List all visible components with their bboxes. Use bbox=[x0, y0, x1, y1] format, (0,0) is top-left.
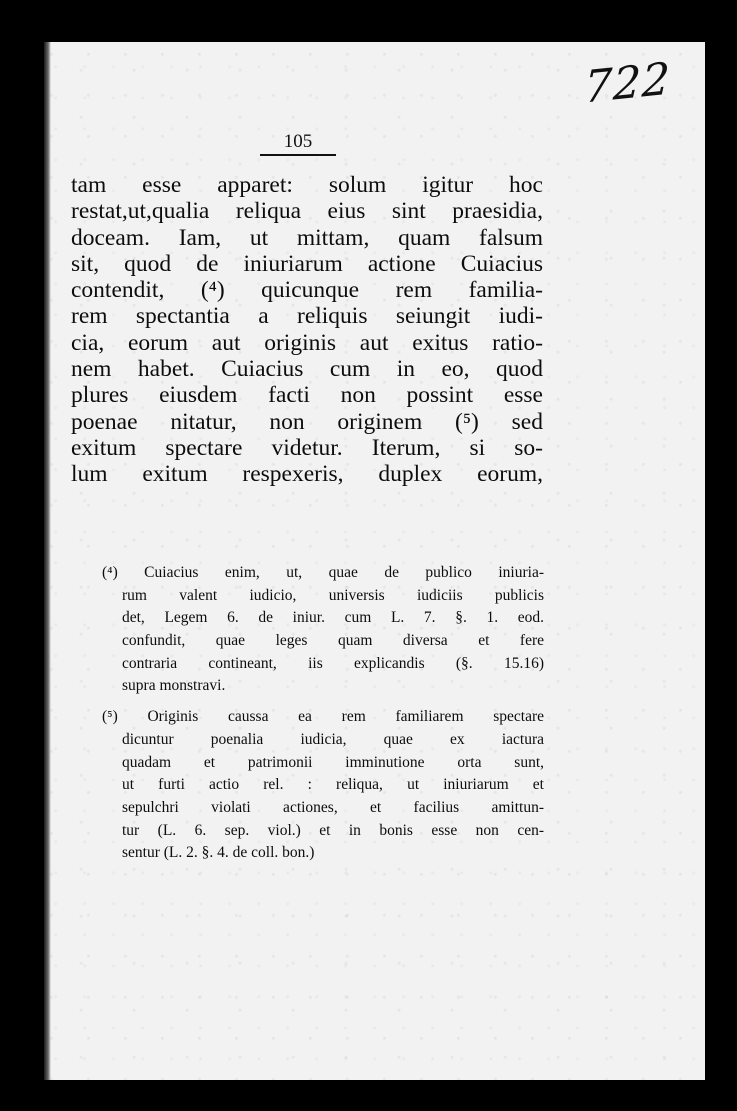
page-number: 105 bbox=[260, 130, 336, 156]
footnote-line: (⁴) Cuiacius enim, ut, quae de publico iniuria- bbox=[102, 564, 544, 581]
text-line: plures eiusdem facti non possint esse bbox=[71, 382, 543, 409]
text-line: poenae nitatur, non originem (⁵) sed bbox=[71, 408, 543, 435]
book-page bbox=[44, 42, 705, 1080]
text-line: lum exitum respexeris, duplex eorum, bbox=[71, 461, 543, 488]
footnote-line: dicuntur poenalia iudicia, quae ex iactura bbox=[122, 730, 544, 748]
footnote-4 bbox=[102, 562, 544, 698]
footnote-line: det, Legem 6. de iniur. cum L. 7. §. 1. eod. bbox=[122, 609, 544, 627]
footnote-line: rum valent iudicio, universis iudiciis publicis bbox=[122, 586, 544, 604]
footnote-line: ut furti actio rel. : reliqua, ut iniuriarum et bbox=[122, 776, 544, 794]
text-line: contendit, (⁴) quicunque rem familia- bbox=[71, 277, 543, 304]
text-line: tam esse apparet: solum igitur hoc bbox=[71, 172, 543, 198]
footnote-line: confundit, quae leges quam diversa et fere bbox=[122, 632, 544, 650]
text-line: nem habet. Cuiacius cum in eo, quod bbox=[71, 356, 543, 383]
handwritten-folio-number: 722 bbox=[583, 53, 672, 114]
text-line: cia, eorum aut originis aut exitus ratio- bbox=[71, 329, 543, 356]
text-line: restat,ut,qualia reliqua eius sint praesidia, bbox=[71, 198, 543, 225]
footnote-line: sentur (L. 2. §. 4. de coll. bon.) bbox=[122, 844, 315, 862]
text-line: sit, quod de iniuriarum actione Cuiacius bbox=[71, 250, 543, 277]
footnotes bbox=[102, 562, 544, 873]
footnote-5 bbox=[102, 706, 544, 865]
text-line: exitum spectare videtur. Iterum, si so- bbox=[71, 434, 543, 461]
text-line: doceam. Iam, ut mittam, quam falsum bbox=[71, 224, 543, 251]
footnote-line: quadam et patrimonii imminutione orta sunt, bbox=[122, 753, 544, 771]
footnote-line: (⁵) Originis caussa ea rem familiarem spectare bbox=[102, 708, 544, 726]
footnote-line: supra monstravi. bbox=[122, 677, 226, 695]
page-spine-shadow bbox=[44, 42, 51, 1080]
footnote-line: contraria contineant, iis explicandis (§. 15.16) bbox=[122, 654, 544, 672]
main-text bbox=[71, 172, 543, 488]
text-line: rem spectantia a reliquis seiungit iudi- bbox=[71, 303, 543, 330]
footnote-line: sepulchri violati actiones, et facilius amittun- bbox=[122, 798, 544, 816]
footnote-line: tur (L. 6. sep. viol.) et in bonis esse non cen- bbox=[122, 821, 544, 839]
